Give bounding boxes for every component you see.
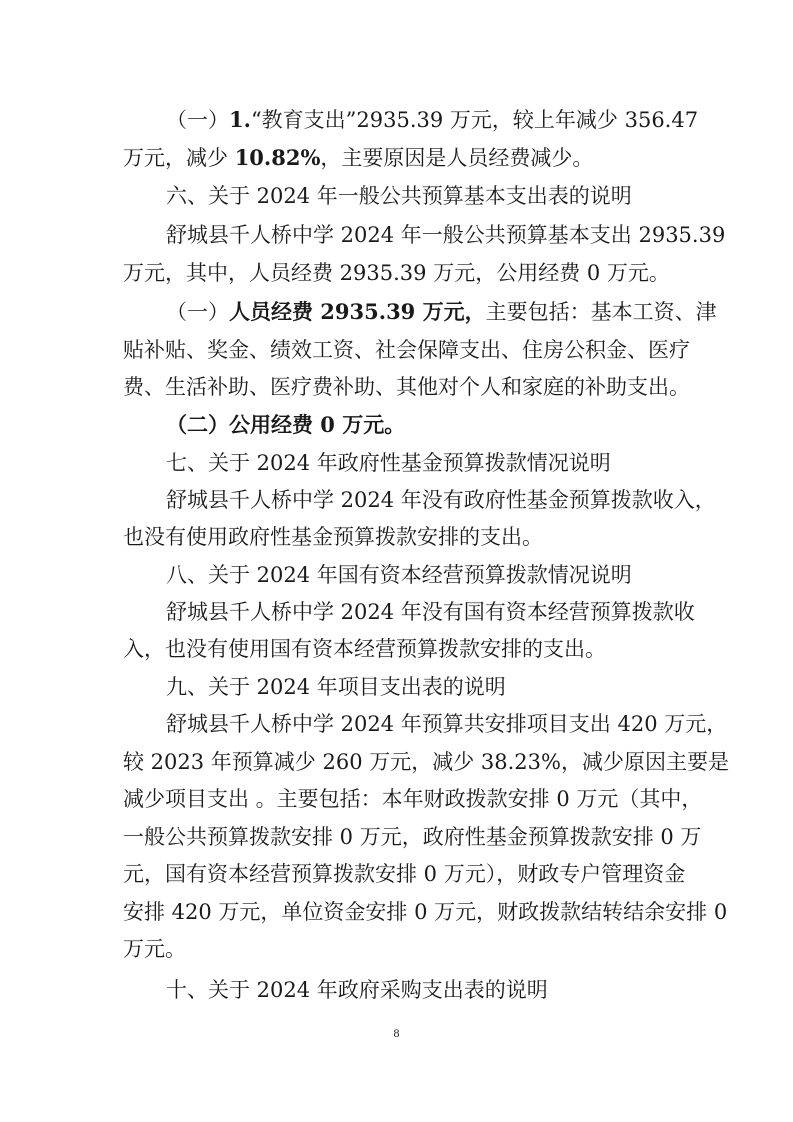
section-heading bbox=[166, 449, 683, 477]
line-text: 舒城县千人桥中学 2024 年没有国有资本经营预算拨款收 bbox=[166, 600, 695, 624]
line-text: （一） bbox=[166, 108, 229, 132]
paragraph-line bbox=[123, 523, 683, 551]
page-number: 8 bbox=[393, 1026, 400, 1040]
line-text: 万元，其中，人员经费 2935.39 万元，公用经费 0 万元。 bbox=[123, 261, 670, 285]
line-text: 安排 420 万元，单位资金安排 0 万元，财政拨款结转结余安排 0 bbox=[123, 900, 728, 924]
paragraph-line bbox=[166, 486, 716, 514]
section-heading bbox=[166, 561, 683, 589]
line-text: 舒城县千人桥中学 2024 年预算共安排项目支出 420 万元， bbox=[166, 712, 728, 736]
line-text: 费、生活补助、医疗费补助、其他对个人和家庭的补助支出。 bbox=[123, 375, 690, 399]
paragraph-line bbox=[123, 823, 702, 851]
paragraph-line bbox=[123, 785, 703, 813]
heading-text: 十、关于 2024 年政府采购支出表的说明 bbox=[166, 978, 548, 1002]
paragraph-line bbox=[166, 221, 726, 249]
heading-text: 七、关于 2024 年政府性基金预算拨款情况说明 bbox=[166, 451, 611, 475]
paragraph-line bbox=[123, 860, 686, 888]
paragraph-line bbox=[166, 710, 728, 738]
paragraph-line bbox=[123, 635, 683, 663]
paragraph-line bbox=[123, 144, 683, 172]
paragraph-line bbox=[123, 336, 690, 364]
paragraph-line bbox=[123, 259, 683, 287]
line-text: 舒城县千人桥中学 2024 年一般公共预算基本支出 2935.39 bbox=[166, 223, 726, 247]
line-text: （一） bbox=[166, 300, 229, 324]
line-text: 贴补贴、奖金、绩效工资、社会保障支出、住房公积金、医疗 bbox=[123, 338, 690, 362]
paragraph-line bbox=[166, 298, 717, 326]
heading-text: （二）公用经费 0 万元。 bbox=[166, 412, 406, 437]
section-heading bbox=[166, 976, 683, 1004]
heading-text: 六、关于 2024 年一般公共预算基本支出表的说明 bbox=[166, 184, 632, 208]
line-text: 一般公共预算拨款安排 0 万元，政府性基金预算拨款安排 0 万 bbox=[123, 825, 702, 849]
section-heading bbox=[166, 182, 683, 210]
paragraph-line bbox=[123, 935, 683, 963]
line-bold-text: 10.82% bbox=[234, 145, 321, 170]
line-text: 万元。 bbox=[123, 937, 186, 961]
line-text: 万元，减少 bbox=[123, 146, 235, 170]
paragraph-line bbox=[123, 898, 728, 926]
line-text: 舒城县千人桥中学 2024 年没有政府性基金预算拨款收入， bbox=[166, 488, 716, 512]
line-bold-text: 1. bbox=[229, 107, 251, 132]
line-text: 较 2023 年预算减少 260 万元，减少 38.23%，减少原因主要是 bbox=[123, 750, 729, 774]
paragraph-line bbox=[123, 373, 690, 401]
line-text: 也没有使用政府性基金预算拨款安排的支出。 bbox=[123, 525, 543, 549]
paragraph-line bbox=[166, 598, 695, 626]
line-text-tail: 主要包括：基本工资、津 bbox=[485, 300, 717, 324]
heading-text: 九、关于 2024 年项目支出表的说明 bbox=[166, 675, 506, 699]
heading-text: 八、关于 2024 年国有资本经营预算拨款情况说明 bbox=[166, 563, 632, 587]
line-bold-text: 人员经费 2935.39 万元， bbox=[229, 299, 486, 324]
line-text-tail: ，主要原因是人员经费减少。 bbox=[320, 146, 594, 170]
paragraph-line bbox=[123, 748, 729, 776]
line-text: 入，也没有使用国有资本经营预算拨款安排的支出。 bbox=[123, 637, 606, 661]
line-text-tail: “教育支出”2935.39 万元，较上年减少 356.47 bbox=[250, 108, 699, 132]
section-heading bbox=[166, 673, 683, 701]
paragraph-line bbox=[166, 106, 699, 134]
line-text: 元，国有资本经营预算拨款安排 0 万元），财政专户管理资金 bbox=[123, 862, 686, 886]
subsection-heading bbox=[166, 411, 683, 439]
line-text: 减少项目支出 。主要包括：本年财政拨款安排 0 万元（其中， bbox=[123, 787, 703, 811]
